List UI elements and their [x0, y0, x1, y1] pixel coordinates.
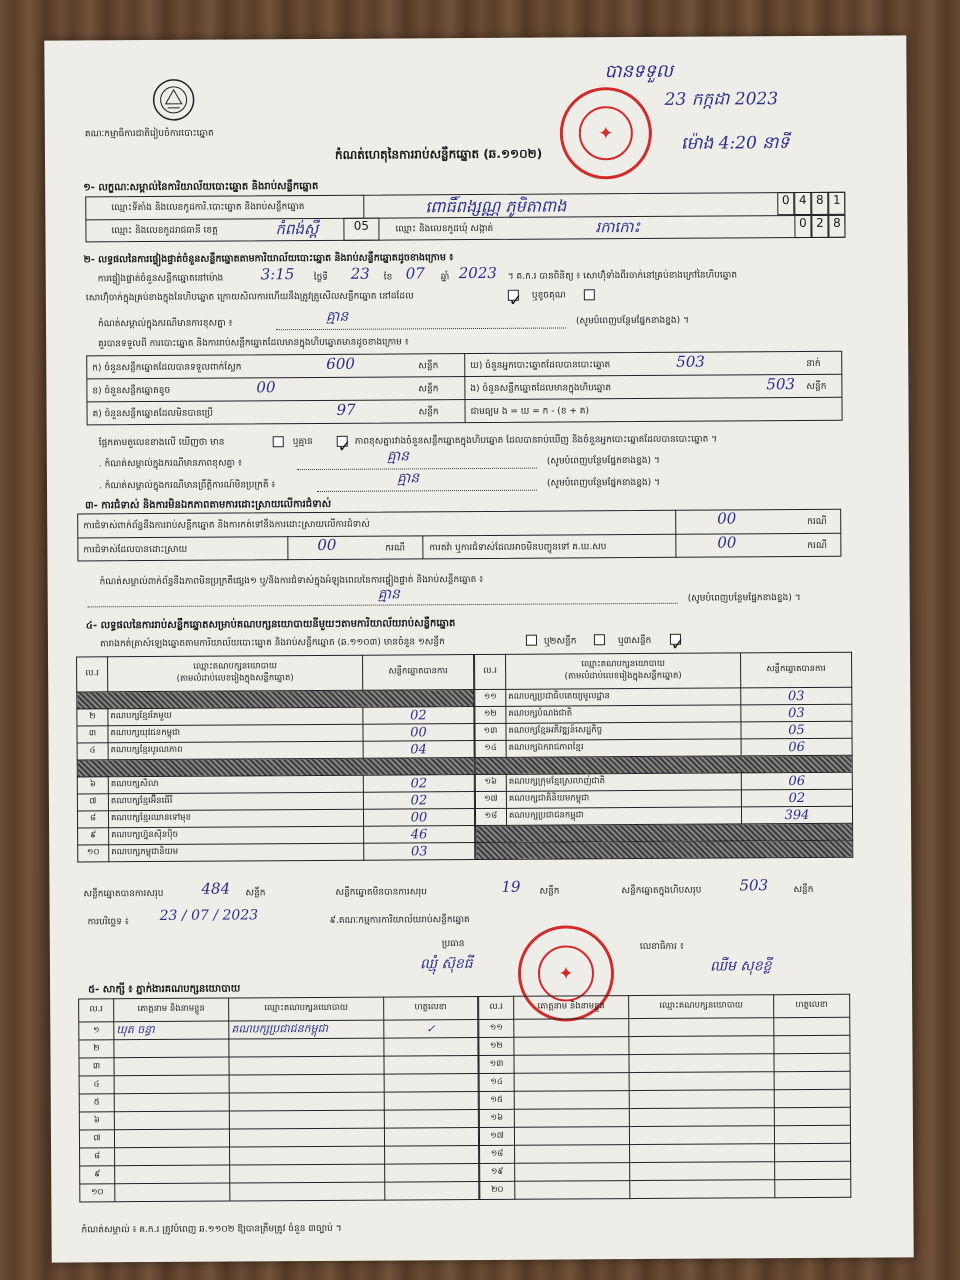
province-code: 05 [343, 218, 379, 241]
votes-value: 394 [741, 806, 852, 824]
results-table-left: ល.រ ឈ្មោះគណបក្សនយោបាយ (តាមលំដាប់លេខរៀងក្នុងសន្លឹកឆ្នោត) សន្លឹកឆ្នោតបានការ ២ គណបក្សខ្មែរតែមួយ 02 ៣ គណបក្សយុវជនកម្ពុជា 00 ៤ គណបក្សខ្មែរបូរណភាព 04 ៦ គណបក្សសិលា 02 ៧ គណបក្សខ្មែរអ៊ីនធើរី 02 ៨ គណបក្សខ្មែរឈានទៅមុខ 00 ៩ គណបក្សហ្វ៊ុនស៊ិនប៉ិច 46 ១០ គណបក្សកម្ពុជានិយម 03 [76, 654, 475, 862]
count-c: 97 [336, 400, 356, 419]
result-row: ១៦ គណបក្សក្រុមខ្មែរស្រលាញ់ជាតិ 06 [475, 772, 852, 791]
form-title: កំណត់ហេតុនៃការរាប់សន្លឹកឆ្នោត (ឆ.១១០២) [334, 146, 543, 162]
result-row: ១០ គណបក្សកម្ពុជានិយម 03 [78, 843, 475, 862]
result-row: ៩ គណបក្សហ្វ៊ុនស៊ិនប៉ិច 46 [78, 826, 475, 845]
total-valid: 484 [201, 879, 231, 898]
witness-row: ១៦ [479, 1107, 850, 1127]
count-b: 00 [256, 378, 276, 397]
witness-row: ១១ [479, 1017, 850, 1037]
commune-code: 0 2 8 [794, 215, 845, 238]
result-row: ១២ គណបក្សបំណងជាតិ 03 [475, 704, 852, 723]
check-time-label: ការផ្ទៀងផ្ទាត់ចំនួនសន្លឹកឆ្នោតនៅម៉ោង [97, 273, 224, 285]
witness-row: ១៣ [479, 1053, 850, 1073]
sheets-3-checkbox[interactable]: ✓ [670, 634, 685, 654]
votes-value: 03 [741, 687, 852, 705]
section4-heading: ៤- លទ្ធផលនៃការរាប់សន្លឹកឆ្នោតសម្រាប់គណបក្សនយោបាយនីមួយៗតាមការិយាល័យរាប់សន្លឹកឆ្នោត [85, 618, 456, 632]
received-time: ម៉ោង 4:20 នាទី [680, 133, 790, 154]
report-date: 23 / 07 / 2023 [159, 907, 259, 924]
votes-value: 05 [741, 721, 852, 739]
check-time: 3:15 [260, 265, 295, 284]
votes-value: 06 [741, 738, 852, 756]
ballot-count-form: គណៈកម្មាធិការជាតិរៀបចំការបោះឆ្នោត កំណត់ហេតុនៃការរាប់សន្លឹកឆ្នោត (ឆ.១១០២) ✦ បានទទួល 23 កក្កដា 2023 ម៉ោង 4:20 នាទី ១- លក្ខណៈសម្គាល់នៃការិយាល័យបោះឆ្នោត និងរាប់សន្លឹកឆ្នោត ឈ្មោះទីតាំង និងលេខកូដការិ.បោះឆ្នោត និងរាប់សន្លឹកឆ្នោត ពោធិ៍ពង្សណ្ណ ភូមិតាពាង 0 4 8 1 ឈ្មោះ និងលេខកូដរាជធានី ខេត្ត កំពង់ស្ពឺ 05 ឈ្មោះ និងលេខកូដឃុំ សង្កាត់ រកាកោះ 0 2 8 ២- លទ្ធផលនៃការផ្ទៀងផ្ទាត់ចំនួនសន្លឹកឆ្នោតតាមការិយាល័យបោះឆ្នោត និងរាប់សន្លឹកឆ្នោតដូចខាងក្រោម ៖ ការផ្ទៀងផ្ទាត់ចំនួនសន្លឹកឆ្នោតនៅម៉ោង 3:15 ថ្ងៃទី 23 ខែ 07 ឆ្នាំ 2023 ។ គ.ក.រ បានពិនិត្យ ៖ សោហ៊ុំទាំងពីរចាក់នៅគ្រប់ខាងក្រៅនៃហិបឆ្នោត សោហ៊ុំចាក់ក្នុងគ្រប់ខាងក្នុងនៃហិបឆ្នោត ក្រោយសិលការហើយនឹងត្រូវត្រូសើលសន្លឹកឆ្នោត នៅដដែល ✓ ឬខូចគុណ កំណត់សម្គាល់ក្នុងករណីមានការខុសគ្នា ៖ គ្មាន (សូមបំពេញបន្ថែមផ្នែកខាងខ្នង) ។ គួរបានទទួលពី ការបោះឆ្នោត និងការរាប់សន្លឹកឆ្នោតដែលមានក្នុងហិបឆ្នោតមានដូចខាងក្រោម ៖ ក) ចំនួនសន្លឹកឆ្នោតដែលបានទទួលពាក់ស្លែក 600 សន្លឹក ឃ) ចំនួនអ្នកបោះឆ្នោតដែលបានបោះឆ្នោត 503 នាក់ ខ) ចំនួនសន្លឹកឆ្នោតខូច 00 សន្លឹក ង) ចំនួនសន្លឹកឆ្នោតដែលមានក្នុងហិបឆ្នោត 503 សន្លឹក គ) ចំនួនសន្លឹកឆ្នោតដែលមិនបានប្រើ 97 សន្លឹក ជាមធ្យម ង = ឃ = ក - (ខ + គ) ផ្អែកតាមតួលេខខាងលើ ឃើញថា មាន ឬគ្មាន ✓ ភាពខុសគ្នារវាងចំនួនសន្លឹកឆ្នោតក្នុងហិបឆ្នោត ដែលបានរាប់ឃើញ និងចំនួនអ្នកបោះឆ្នោតដែលបានបោះឆ្នោត ។ . កំណត់សម្គាល់ក្នុងករណីមានភាពខុសគ្នា ៖ គ្មាន (សូមបំពេញបន្ថែមផ្នែកខាងខ្នង) ។ . កំណត់សម្គាល់ក្នុងករណីមានព្រឹត្តិការណ៍មិនប្រក្រតី ៖ គ្មាន (សូមបំពេញបន្ថែមផ្នែកខាងខ្នង) ។ ៣- ការជំទាស់ និងការមិនឯកភាពតាមការដោះស្រាយលើការជំទាស់ ការជំទាស់ពាក់ព័ន្ធនឹងការរាប់សន្លឹកឆ្នោត និងការកត់ទៅនឹងការដោះស្រាយលើការជំទាស់ 00 ករណី ការជំទាស់ដែលបានដោះស្រាយ 00 ករណី ការតវ៉ា ឬការជំទាស់ដែលអាចមិនបញ្ជូនទៅ គ.ឃ.សប 00 ករណី កំណត់សម្គាល់ពាក់ព័ន្ធនឹងភាពមិនប្រក្រតីផ្សេង១ ឬ/និងការជំទាស់ក្នុងអំឡុងពេលនៃការផ្ទៀងផ្ទាត់ និងរាប់សន្លឹកឆ្នោត ៖ គ្មាន (សូមបំពេញបន្ថែមផ្នែកខាងខ្នង) ។ ៤- លទ្ធផលនៃការរាប់សន្លឹកឆ្នោតសម្រាប់គណបក្សនយោបាយនីមួយៗតាមការិយាល័យរាប់សន្លឹកឆ្នោត តារាងកត់ត្រាសំឡេងឆ្នោតតាមការិយាល័យបោះឆ្នោត និងរាប់សន្លឹកឆ្នោត (ឆ.១១០៣) មានចំនួន ១សន្លឹក ឬ២សន្លឹក ឬ៣សន្លឹក ✓ ល.រ ឈ្មោះគណបក្សនយោបាយ (តាមលំដាប់លេខរៀងក្នុងសន្លឹកឆ្នោត) សន្លឹកឆ្នោតបានការ ២ គណបក្សខ្មែរតែមួយ 02 ៣ គណបក្សយុវជនកម្ពុជា 00 ៤ គណបក្សខ្មែរបូរណភាព 04 ៦ គណបក្សសិលា 02 ៧ គណបក្សខ្មែរអ៊ីនធើរី 02 ៨ គណបក្សខ្មែរឈានទៅមុខ 00 ៩ គណបក្សហ្វ៊ុនស៊ិនប៉ិច 46 ១០ គណបក្សកម្ពុជានិយម 03 ល.រ ឈ្មោះគណបក្សនយោបាយ (តាមលំដាប់លេខរៀងក្នុងសន្លឹកឆ្នោត) សន្លឹកឆ្នោតបានការ ១១ គណបក្សប្រជាធិបតេយ្យមូលដ្ឋាន 03 ១២ គណបក្សបំណងជាតិ 03 ១៣ គណបក្សខ្មែរអភិវឌ្ឍន៍សេដ្ឋកិច្ច 05 ១៤ គណបក្សឯករាជភាពខ្មែរ 06 ១៦ គណបក្សក្រុមខ្មែរស្រលាញ់ជាតិ 06 ១៧ គណបក្សជាតិនិយមកម្ពុជា 02 ១៨ គណបក្សប្រជាជនកម្ពុជា 394 សន្លឹកឆ្នោតបានការសរុប 484 សន្លឹក សន្លឹកឆ្នោតមិនបានការសរុប 19 សន្លឹក សន្លឹកឆ្នោតក្នុងហិបសរុប 503 សន្លឹក ការបរិច្ឆេទ ៖ 23 / 07 / 2023 ៩.គណៈកម្មការការិយាល័យរាប់សន្លឹកឆ្នោត ប្រធាន ឈ្មុំ ស៊ុខធី លេខាធិការ ៖ ឈឺម សុខខ្លី ✦ ៥- សាក្សី ៖ ភ្នាក់ងារគណបក្សនយោបាយ ល.រ គោត្តនាម និងនាមខ្លួន ឈ្មោះគណបក្សនយោបាយ ហត្ថលេខា ១ ឃុត ចន្ធា គណបក្សប្រជាជនកម្ពុជា ✓ ២ ៣ ៤ ៥ ៦ ៧ ៨ ៩ ១០ ល.រ គោត្តនាម និងនាមខ្លួន ឈ្មោះគណបក្សនយោបាយ ហត្ថលេខា ១១ ១២ ១៣ ១៤ ១៥ ១៦ ១៧ ១៨ ១៩ ២០ កំណត់សម្គាល់ ៖ គ.ក.រ ត្រូវបំពេញ ឆ.១១០២ ឱ្យបានត្រឹមត្រូវ ចំនួន ៣ច្បាប់ ។ [44, 35, 913, 1262]
section2-heading: ២- លទ្ធផលនៃការផ្ទៀងផ្ទាត់ចំនួនសន្លឹកឆ្នោតតាមការិយាល័យបោះឆ្នោត និងរាប់សន្លឹកឆ្នោតដូចខាងក្រោម ៖ [83, 252, 454, 266]
witness-row: ៥ [79, 1092, 478, 1112]
result-row: ៤ គណបក្សខ្មែរបូរណភាព 04 [77, 741, 474, 760]
votes-value: 02 [741, 789, 852, 807]
results-table-right: ល.រ ឈ្មោះគណបក្សនយោបាយ (តាមលំដាប់លេខរៀងក្នុងសន្លឹកឆ្នោត) សន្លឹកឆ្នោតបានការ ១១ គណបក្សប្រជាធិបតេយ្យមូលដ្ឋាន 03 ១២ គណបក្សបំណងជាតិ 03 ១៣ គណបក្សខ្មែរអភិវឌ្ឍន៍សេដ្ឋកិច្ច 05 ១៤ គណបក្សឯករាជភាពខ្មែរ 06 ១៦ គណបក្សក្រុមខ្មែរស្រលាញ់ជាតិ 06 ១៧ គណបក្សជាតិនិយមកម្ពុជា 02 ១៨ គណបក្សប្រជាជនកម្ពុជា 394 [474, 652, 853, 860]
votes-value: 02 [363, 775, 474, 793]
witness-table-right: ល.រ គោត្តនាម និងនាមខ្លួន ឈ្មោះគណបក្សនយោបាយ ហត្ថលេខា ១១ ១២ ១៣ ១៤ ១៥ ១៦ ១៧ ១៨ ១៩ ២០ [478, 994, 851, 1200]
witness-row: ១៩ [480, 1161, 851, 1181]
count-a: 600 [326, 354, 355, 373]
seal-broken-checkbox[interactable] [584, 289, 595, 300]
count-e: 503 [766, 375, 796, 394]
total-all: 503 [739, 876, 769, 895]
result-row: ១៣ គណបក្សខ្មែរអភិវឌ្ឍន៍សេដ្ឋកិច្ច 05 [475, 721, 852, 740]
witness-row: ១២ [479, 1035, 850, 1055]
result-row: ១៤ គណបក្សឯករាជភាពខ្មែរ 06 [475, 738, 852, 757]
secretary-signature: ឈឺម សុខខ្លី [709, 958, 772, 975]
province-label: ឈ្មោះ និងលេខកូដរាជធានី ខេត្ត [111, 225, 218, 237]
location-value: ពោធិ៍ពង្សណ្ណ ភូមិតាពាង [425, 196, 567, 217]
witness-row: ៤ [79, 1074, 478, 1094]
footer-note: កំណត់សម្គាល់ ៖ គ.ក.រ ត្រូវបំពេញ ឆ.១១០២ ឱ្យបានត្រឹមត្រូវ ចំនួន ៣ច្បាប់ ។ [81, 1223, 342, 1236]
received-note: បានទទួល [604, 60, 674, 83]
check-year: 2023 [458, 263, 497, 283]
witness-row: ២០ [480, 1179, 851, 1199]
province-value: កំពង់ស្ពឺ [275, 219, 319, 239]
witness-row: ១៥ [479, 1089, 850, 1109]
red-stamp-top: ✦ [560, 87, 653, 180]
diff-no-checkbox[interactable]: ✓ [337, 436, 352, 456]
seal-ok-checkbox[interactable]: ✓ [508, 290, 523, 310]
location-code: 0 4 8 1 [777, 192, 845, 215]
witness-row: ១០ [80, 1182, 479, 1202]
result-row: ១៧ គណបក្សជាតិនិយមកម្ពុជា 02 [475, 789, 852, 808]
commune-label: ឈ្មោះ និងលេខកូដឃុំ សង្កាត់ [395, 223, 494, 235]
witness-row: ៣ [79, 1056, 478, 1076]
result-row: ២ គណបក្សខ្មែរតែមួយ 02 [77, 707, 474, 726]
votes-value: 00 [363, 724, 474, 742]
result-row: ៨ គណបក្សខ្មែរឈានទៅមុខ 00 [77, 809, 474, 828]
votes-value: 03 [741, 704, 852, 722]
witness-row: ៧ [79, 1128, 478, 1148]
witness-row: ១៧ [479, 1125, 850, 1145]
result-row: ៦ គណបក្សសិលា 02 [77, 775, 474, 794]
votes-value: 06 [741, 772, 852, 790]
votes-value: 02 [363, 707, 474, 725]
committee-name: គណៈកម្មាធិការជាតិរៀបចំការបោះឆ្នោត [84, 128, 214, 140]
location-label: ឈ្មោះទីតាំង និងលេខកូដការិ.បោះឆ្នោត និងរាប់សន្លឹកឆ្នោត [111, 202, 305, 214]
total-invalid: 19 [501, 877, 521, 896]
votes-value: 46 [364, 826, 475, 844]
red-stamp-bottom: ✦ [518, 925, 615, 1022]
check-day: 23 [350, 264, 370, 283]
votes-value: 00 [363, 809, 474, 827]
section1-heading: ១- លក្ខណៈសម្គាល់នៃការិយាល័យបោះឆ្នោត និងរាប់សន្លឹកឆ្នោត [83, 180, 319, 194]
witness-row: ១ ឃុត ចន្ធា គណបក្សប្រជាជនកម្ពុជា ✓ [79, 1020, 478, 1040]
witness-row: ១៤ [479, 1071, 850, 1091]
witness-row: ២ [79, 1038, 478, 1058]
votes-value: 02 [363, 792, 474, 810]
chair-signature: ឈ្មុំ ស៊ុខធី [419, 956, 473, 973]
check-month: 07 [405, 264, 425, 283]
votes-value: 03 [364, 843, 475, 861]
section3-heading: ៣- ការជំទាស់ និងការមិនឯកភាពតាមការដោះស្រាយលើការជំទាស់ [85, 498, 332, 512]
result-row: ១១ គណបក្សប្រជាធិបតេយ្យមូលដ្ឋាន 03 [475, 687, 852, 706]
result-row: ៣ គណបក្សយុវជនកម្ពុជា 00 [77, 724, 474, 743]
witness-row: ៩ [80, 1164, 479, 1184]
result-row [476, 840, 853, 859]
diff-yes-checkbox[interactable] [273, 436, 284, 447]
sheets-1-checkbox[interactable] [526, 635, 537, 646]
witness-row: ៦ [79, 1110, 478, 1130]
votes-value: 04 [363, 741, 474, 759]
emblem-icon [152, 78, 196, 122]
section5-heading: ៥- សាក្សី ៖ ភ្នាក់ងារគណបក្សនយោបាយ [88, 983, 241, 996]
witness-table-left: ល.រ គោត្តនាម និងនាមខ្លួន ឈ្មោះគណបក្សនយោបាយ ហត្ថលេខា ១ ឃុត ចន្ធា គណបក្សប្រជាជនកម្ពុជា ✓ ២ ៣ ៤ ៥ ៦ ៧ ៨ ៩ ១០ [78, 996, 479, 1202]
witness-row: ១៨ [480, 1143, 851, 1163]
result-row: ៧ គណបក្សខ្មែរអ៊ីនធើរី 02 [77, 792, 474, 811]
commune-value: រកាកោះ [595, 218, 641, 237]
received-date: 23 កក្កដា 2023 [664, 89, 779, 110]
witness-row: ៨ [80, 1146, 479, 1166]
count-d: 503 [676, 352, 705, 371]
sheets-2-checkbox[interactable] [594, 634, 605, 645]
result-row: ១៨ គណបក្សប្រជាជនកម្ពុជា 394 [475, 806, 852, 825]
